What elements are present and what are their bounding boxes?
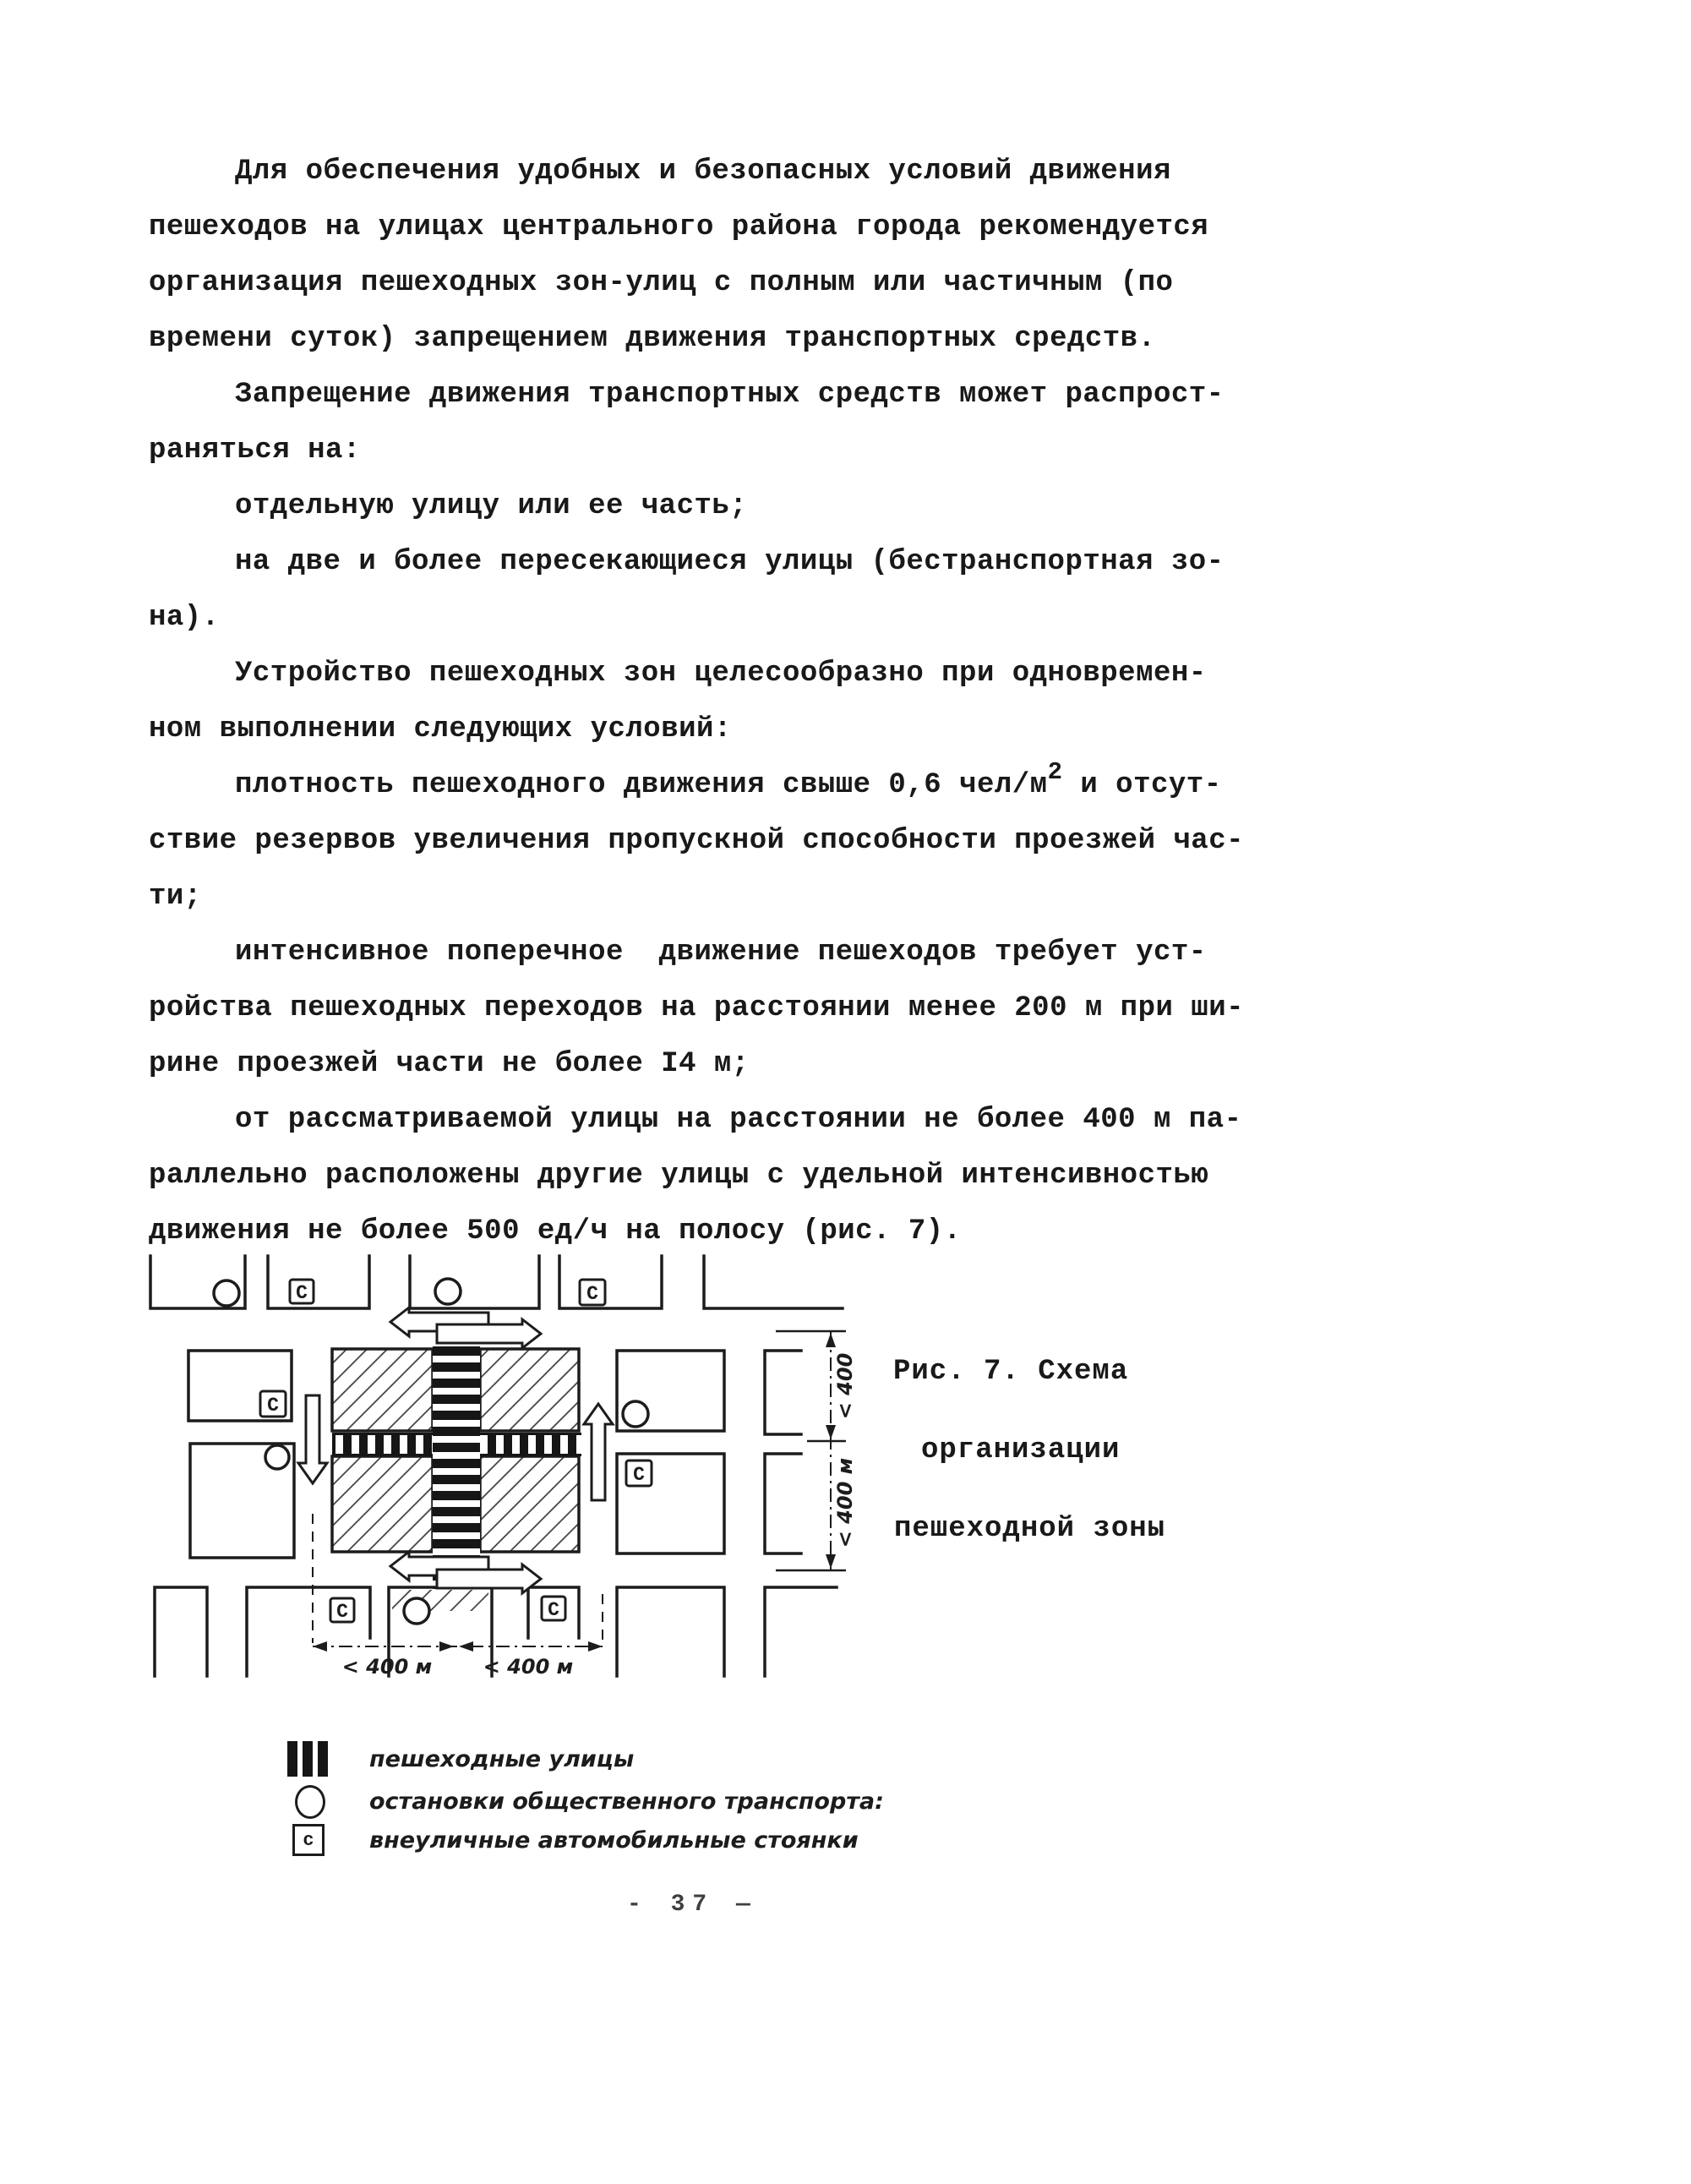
svg-text:С: С: [586, 1283, 598, 1305]
city-block-partial: [155, 1587, 207, 1676]
city-block-hatched: [480, 1349, 579, 1431]
traffic-arrow-right-icon: [437, 1319, 541, 1348]
text-line: Для обеспечения удобных и безопасных условий движения: [235, 156, 1171, 188]
text-segment: и отсут-: [1062, 769, 1222, 801]
dimension-label: < 400 м: [341, 1655, 433, 1679]
parking-icon: с: [292, 1824, 325, 1856]
text-line: интенсивное поперечное движение пешеходов требует уст-: [235, 936, 1207, 969]
city-block-partial: [765, 1351, 801, 1434]
parking-icon: [542, 1597, 565, 1621]
dimension-label: < 400 м: [483, 1655, 574, 1679]
svg-text:С: С: [633, 1464, 645, 1486]
dimension-arrowhead: [313, 1641, 327, 1652]
legend-label: внеуличные автомобильные стоянки: [369, 1827, 859, 1854]
dimension-label: < 400 м: [833, 1457, 857, 1548]
bus-stop-icon: [623, 1401, 648, 1427]
dimension-arrowhead: [439, 1641, 454, 1652]
traffic-arrow-down-icon: [298, 1395, 327, 1483]
text-line: ном выполнении следующих условий:: [149, 713, 732, 745]
city-block-partial: [765, 1454, 801, 1553]
legend-label: остановки общественного транспорта:: [369, 1788, 884, 1815]
text-line: рине проезжей части не более I4 м;: [149, 1048, 750, 1080]
bus-stop-icon: [214, 1280, 239, 1306]
traffic-arrow-up-icon: [584, 1404, 613, 1500]
superscript: 2: [1047, 758, 1063, 786]
city-block-row-top: [150, 1256, 843, 1308]
text-line: отдельную улицу или ее часть;: [235, 490, 748, 522]
page-number: - 37 —: [627, 1892, 758, 1918]
svg-text:С: С: [336, 1601, 348, 1623]
text-line: времени суток) запрещением движения транспортных средств.: [149, 323, 1156, 355]
pedestrian-street-horizontal: [480, 1433, 581, 1456]
figure-caption-line: Рис. 7. Схема: [893, 1356, 1129, 1388]
text-line: ти;: [149, 881, 202, 913]
text-segment: плотность пешеходного движения свыше 0,6 чел/м: [235, 769, 1048, 801]
svg-text:С: С: [296, 1282, 308, 1304]
dimension-arrowhead: [826, 1554, 836, 1569]
dimension-arrowhead: [826, 1333, 836, 1347]
dimension-label: < 400: [833, 1352, 857, 1420]
text-line: ствие резервов увеличения пропускной способности проезжей час-: [149, 825, 1245, 857]
parking-icon: [260, 1391, 286, 1417]
city-block: [268, 1256, 369, 1308]
legend-label: пешеходные улицы: [369, 1746, 635, 1772]
text-line: от рассматриваемой улицы на расстоянии не более 400 м па-: [235, 1104, 1242, 1136]
bus-stop-icon: [404, 1598, 429, 1624]
dimension-right: [776, 1331, 857, 1570]
svg-text:С: С: [267, 1395, 279, 1417]
dimension-arrowhead: [588, 1641, 603, 1652]
city-block-partial: [765, 1587, 837, 1676]
city-block-hatched: [332, 1456, 433, 1552]
text-line: на).: [149, 602, 220, 634]
text-line: раллельно расположены другие улицы с удельной интенсивностью: [149, 1160, 1209, 1192]
svg-text:С: С: [548, 1599, 559, 1621]
city-block-hatched: [480, 1456, 579, 1552]
text-line: раняться на:: [149, 434, 361, 467]
city-block: [559, 1256, 662, 1308]
pedestrian-street-vertical: [433, 1346, 480, 1589]
text-line: организация пешеходных зон-улиц с полным или частичным (по: [149, 267, 1174, 299]
text-line: ройства пешеходных переходов на расстоянии менее 200 м при ши-: [149, 992, 1245, 1024]
parking-icon: [580, 1280, 605, 1305]
dimension-arrowhead: [459, 1641, 473, 1652]
city-block-partial: [617, 1587, 724, 1676]
figure-caption-line: организации: [921, 1434, 1121, 1466]
pedestrian-street-horizontal: [332, 1433, 433, 1456]
text-line-with-superscript: [149, 757, 1247, 813]
text-line: Устройство пешеходных зон целесообразно при одновремен-: [235, 658, 1207, 690]
pedestrian-street-icon: [287, 1741, 328, 1777]
figure-caption-line: пешеходной зоны: [894, 1513, 1166, 1545]
bus-stop-icon: [265, 1445, 289, 1469]
figure-7-pedestrian-zone-scheme: [139, 1249, 883, 1724]
bus-stop-icon: [295, 1785, 325, 1819]
parking-icon: [626, 1461, 652, 1486]
city-block: [410, 1256, 539, 1308]
city-block-partial: [247, 1587, 314, 1676]
text-line: Запрещение движения транспортных средств может распрост-: [235, 379, 1225, 411]
traffic-arrow-right-icon: [437, 1564, 541, 1593]
city-block: [704, 1256, 843, 1308]
parking-icon: [290, 1280, 314, 1304]
city-block-hatched: [332, 1349, 433, 1431]
text-line: на две и более пересекающиеся улицы (бестранспортная зо-: [235, 546, 1225, 578]
text-line: пешеходов на улицах центрального района города рекомендуется: [149, 211, 1209, 243]
text-line: движения не более 500 ед/ч на полосу (рис. 7).: [149, 1215, 962, 1248]
parking-icon: [330, 1598, 354, 1623]
dimension-arrowhead: [826, 1425, 836, 1439]
typewritten-text-block: [149, 144, 1247, 1259]
bus-stop-icon: [435, 1279, 461, 1304]
